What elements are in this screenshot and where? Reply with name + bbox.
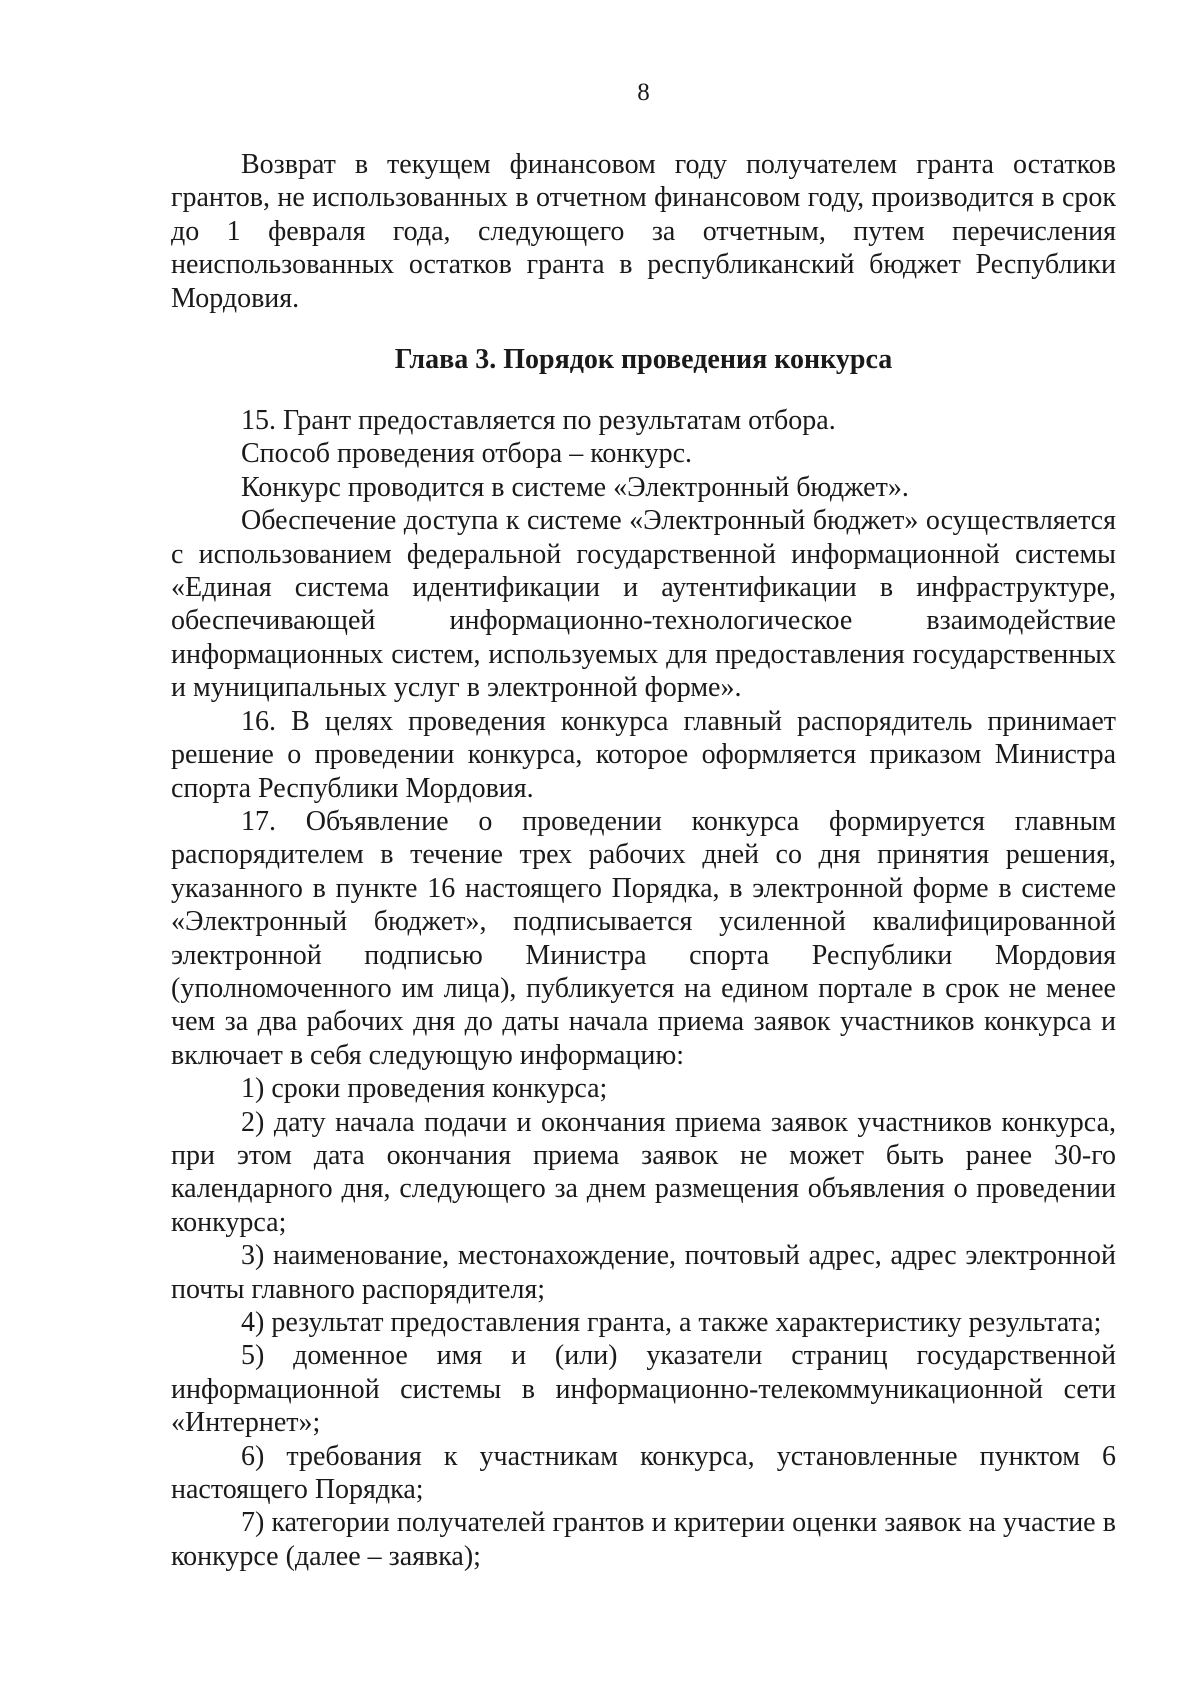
paragraph-access: Обеспечение доступа к системе «Электронный бюджет» осуществляется с использованием федеральной государственной информационной системы «Единая система идентификации и аутентификации в инфраструктуре, обеспечивающей информационно-технологическое взаимодействие информационных систем, используемых для предоставления государственных и муниципальных услуг в электронной форме». (171, 505, 1116, 704)
list-item-5: 5) доменное имя и (или) указатели страниц государственной информационной системы в информационно-телекоммуникационной сети «Интернет»; (171, 1340, 1116, 1439)
paragraph-method: Способ проведения отбора – конкурс. (241, 438, 692, 470)
list-item-4: 4) результат предоставления гранта, а также характеристику результата; (241, 1307, 1102, 1338)
paragraph-system: Конкурс проводится в системе «Электронный бюджет». (241, 471, 909, 503)
paragraph-16: 16. В целях проведения конкурса главный распорядитель принимает решение о проведении конкурса, которое оформляется приказом Министра спорта Республики Мордовия. (171, 705, 1116, 804)
chapter-heading: Глава 3. Порядок проведения конкурса (394, 344, 893, 376)
list-item-1: 1) сроки проведения конкурса; (241, 1073, 608, 1105)
list-item-2: 2) дату начала подачи и окончания приема заявок участников конкурса, при этом дата окончания приема заявок не может быть ранее 30-го календарного дня, следующего за днем размещения объявления о проведении конкурса; (171, 1106, 1116, 1238)
list-item-3: 3) наименование, местонахождение, почтовый адрес, адрес электронной почты главного распорядителя; (171, 1240, 1116, 1305)
paragraph-15: 15. Грант предоставляется по результатам отбора. (241, 405, 836, 437)
list-item-6: 6) требования к участникам конкурса, установленные пунктом 6 настоящего Порядка; (171, 1440, 1116, 1506)
list-item-7: 7) категории получателей грантов и критерии оценки заявок на участие в конкурсе (далее – заявка); (171, 1507, 1116, 1572)
intro-paragraph: Возврат в текущем финансовом году получателем гранта остатков грантов, не использованных в отчетном финансовом году, производится в срок до 1 февраля года, следующего за отчетным, путем перечисления неиспользованных остатков гранта в республиканский бюджет Республики Мордовия. (171, 149, 1116, 314)
page-number: 8 (637, 79, 650, 106)
paragraph-17: 17. Объявление о проведении конкурса формируется главным распорядителем в течение трех рабочих дней со дня принятия решения, указанного в пункте 16 настоящего Порядка, в электронной форме в системе «Электронный бюджет», подписывается усиленной квалифицированной электронной подписью Министра спорта Республики Мордовия (уполномоченного им лица), публикуется на едином портале в срок не менее чем за два рабочих дня до даты начала приема заявок участников конкурса и включает в себя следующую информацию: (171, 805, 1116, 1071)
